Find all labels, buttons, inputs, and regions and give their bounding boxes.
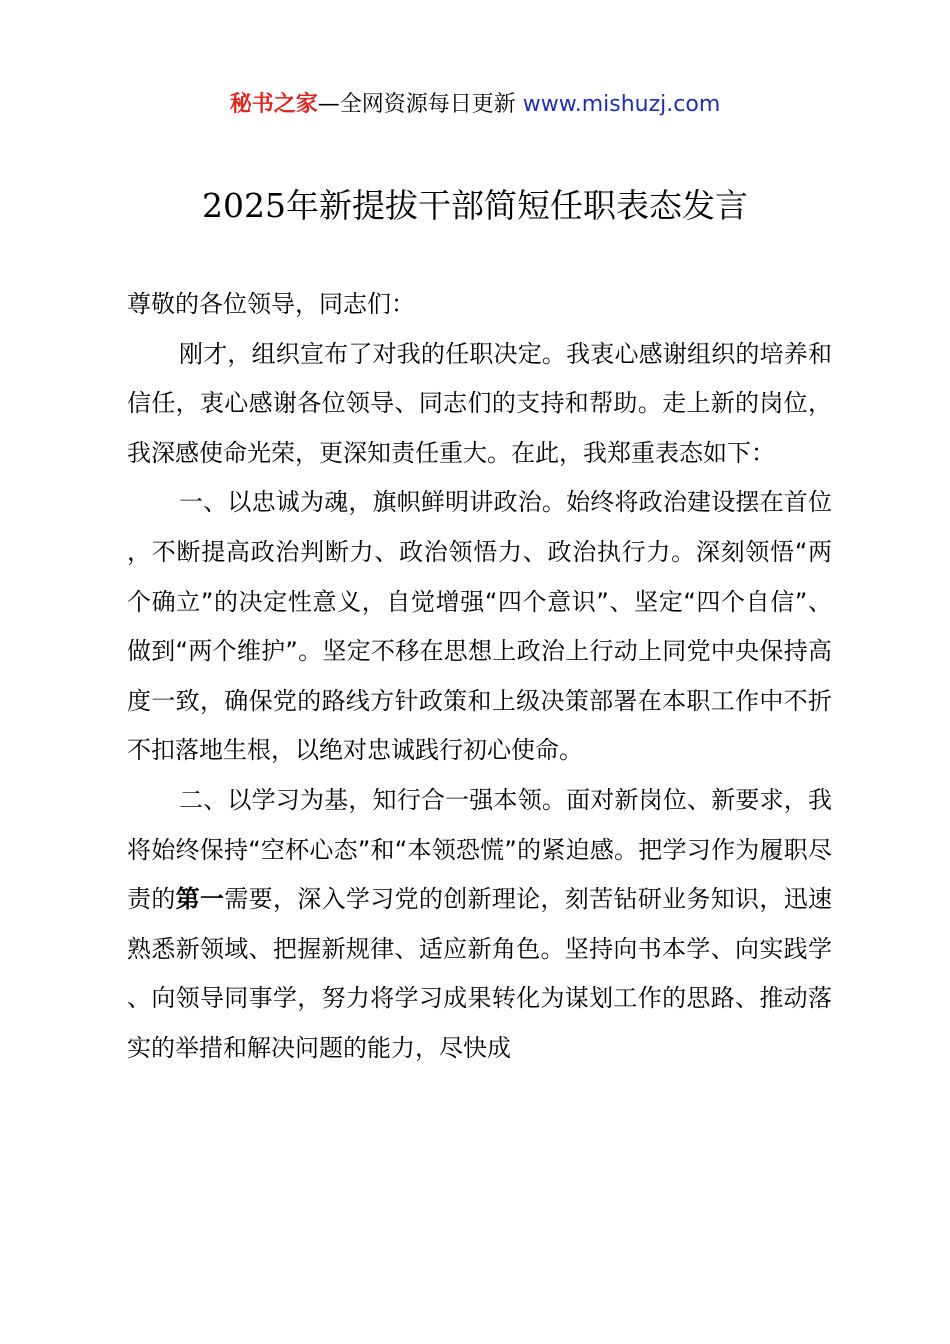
paragraph-point-two-bold: 第一 bbox=[175, 885, 225, 914]
site-header bbox=[0, 88, 950, 122]
site-tagline: —全网资源每日更新 bbox=[317, 92, 523, 117]
paragraph-intro: 刚才，组织宣布了对我的任职决定。我衷心感谢组织的培养和信任，衷心感谢各位领导、同志们的支持和帮助。走上新的岗位，我深感使命光荣，更深知责任重大。在此，我郑重表态如下： bbox=[127, 339, 832, 467]
salutation: 尊敬的各位领导，同志们： bbox=[127, 290, 415, 318]
paragraph-point-two-part1: 二、以学习为基，知行合一强本领。面对新岗位、新要求，我将始终保持“空杯心态”和“本领恐慌”的紧迫感。把学习作为履职尽责的 bbox=[127, 785, 832, 914]
page-title: 2025年新提拔干部简短任职表态发言 bbox=[202, 186, 748, 225]
document-body bbox=[127, 280, 832, 1074]
paragraph-point-one: 一、以忠诚为魂，旗帜鲜明讲政治。始终将政治建设摆在首位，不断提高政治判断力、政治领悟力、政治执行力。深刻领悟“两个确立”的决定性意义，自觉增强“四个意识”、坚定“四个自信”、做到“两个维护”。坚定不移在思想上政治上行动上同党中央保持高度一致，确保党的路线方针政策和上级决策部署在本职工作中不折不扣落地生根，以绝对忠诚践行初心使命。 bbox=[127, 488, 832, 765]
site-url-link[interactable]: www.mishuzj.com bbox=[522, 92, 721, 117]
site-brand: 秘书之家 bbox=[229, 92, 318, 117]
paragraph-point-two bbox=[127, 776, 832, 1074]
paragraph-point-two-part2: 需要，深入学习党的创新理论，刻苦钻研业务知识，迅速熟悉新领域、把握新规律、适应新角色。坚持向书本学、向实践学、向领导同事学，努力将学习成果转化为谋划工作的思路、推动落实的举措和解决问题的能力，尽快成 bbox=[127, 885, 833, 1062]
